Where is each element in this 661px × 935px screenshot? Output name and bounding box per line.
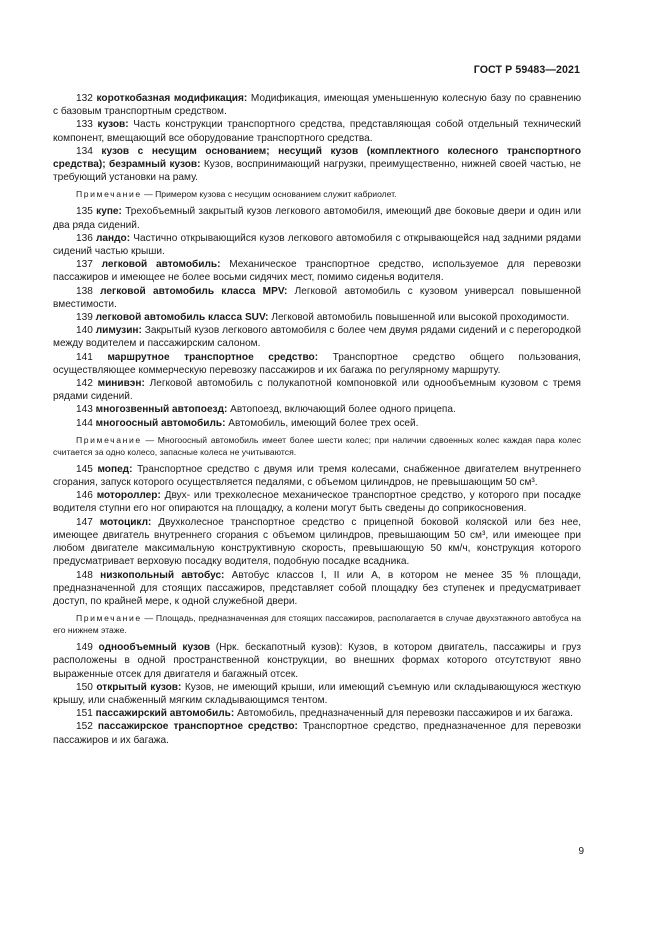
term-name: низкопольный автобус: (100, 569, 225, 581)
entry-number: 137 (76, 259, 93, 271)
entry-number: 151 (76, 708, 93, 720)
term-name: многозвенный автопоезд: (95, 404, 228, 416)
term-entry-135 (53, 205, 581, 231)
entry-number: 136 (76, 232, 93, 244)
entry-number: 145 (76, 463, 93, 475)
term-definition: Модификация, имеющая уменьшенную колесную базу по сравнению с базовым транспортным средством. (53, 93, 582, 118)
term-definition: Часть конструкции транспортного средства, представляющая собой отдельный технический компонент, вмещающий все оборудование транспортного средства. (53, 119, 581, 144)
note-label: Примечание (76, 613, 142, 624)
entry-number: 150 (76, 681, 93, 693)
term-entry-147 (53, 516, 581, 569)
term-definition: Автомобиль, предназначенный для перевозки пассажиров и их багажа. (234, 708, 573, 720)
entry-number: 139 (76, 312, 93, 324)
entry-number: 144 (76, 417, 93, 429)
term-name: кузов: (97, 119, 129, 131)
term-name: мопед: (97, 463, 133, 475)
term-name: купе: (96, 206, 122, 218)
term-entry-137 (53, 258, 581, 284)
term-entry-139 (53, 311, 581, 324)
terms-body (53, 92, 581, 747)
term-entry-140 (53, 324, 581, 350)
entry-number: 133 (76, 119, 93, 131)
note-label: Примечание (76, 189, 142, 200)
term-entry-142 (53, 377, 581, 403)
note-text: — Площадь, предназначенная для стоящих пассажиров, располагается в случае двухэтажного автобуса на его нижнем этаже. (53, 613, 581, 636)
term-name: легковой автомобиль: (101, 259, 221, 271)
term-name: однообъемный кузов (98, 642, 211, 654)
term-entry-143 (53, 403, 581, 416)
term-entry-149 (53, 641, 581, 681)
term-name: минивэн: (97, 378, 145, 390)
term-entry-152 (53, 720, 581, 746)
entry-number: 149 (76, 642, 93, 654)
entry-number: 138 (76, 285, 93, 297)
term-entry-144 (53, 417, 581, 430)
term-entry-141 (53, 351, 581, 377)
term-entry-146 (53, 489, 581, 515)
term-name: маршрутное транспортное средство: (107, 351, 319, 363)
term-entry-136 (53, 232, 581, 258)
note-144 (53, 434, 581, 458)
entry-number: 143 (76, 404, 93, 416)
entry-number: 132 (76, 93, 93, 104)
entry-number: 135 (76, 206, 93, 218)
term-definition: Транспортное средство общего пользования, осуществляющее коммерческую перевозку пассажиров и их багажа по регулярному маршруту. (53, 351, 581, 376)
term-name: кузов с несущим основанием; несущий кузов (комплектного колесного транспортного средства); безрамный кузов: (53, 145, 581, 171)
term-name: многоосный автомобиль: (95, 417, 226, 429)
term-definition: Транспортное средство с двумя или тремя колесами, снабженное двигателем внутреннего сгорания, запуск которого осуществляется педалями, с объемом цилиндров, не превышающим 50 см³. (53, 463, 582, 489)
term-entry-145 (53, 463, 581, 489)
page-number: 9 (578, 846, 584, 857)
term-definition: Кузов, воспринимающий нагрузки, преимущественно, нижней своей частью, не требующий установки на раму. (53, 159, 581, 184)
term-entry-151 (53, 707, 581, 720)
term-definition: Легковой автомобиль с полукапотной компоновкой или однообъемным кузовом с тремя рядами сидений. (53, 378, 581, 403)
term-name: короткобазная модификация: (96, 93, 248, 104)
term-name: ландо: (96, 232, 131, 244)
term-definition: Кузов, не имеющий крыши, или имеющий съемную или складывающуюся жесткую крышу, или снабженный мягким складывающимся тентом. (53, 681, 581, 706)
note-134 (53, 188, 581, 200)
term-definition: Двухколесное транспортное средство с прицепной боковой коляской или без нее, имеющее двигатель внутреннего сгорания с объемом цилиндров, превышающим 50 см³, или имеющее при любом двигателе максимальную конструктивную скорость, превышающую 50 км/ч, конструкция которого предусматривает верховую посадку водителя, подобную посадке всадника. (53, 516, 581, 568)
term-name: открытый кузов: (96, 681, 182, 693)
note-text: — Примером кузова с несущим основанием служит кабриолет. (141, 189, 397, 200)
term-definition: Механическое транспортное средство, используемое для перевозки пассажиров и имеющее не более восьми сидячих мест, помимо сиденья водителя. (53, 259, 581, 284)
term-name: легковой автомобиль класса SUV: (95, 312, 269, 324)
term-definition: Автомобиль, имеющий более трех осей. (225, 417, 419, 429)
term-name: пассажирское транспортное средство: (97, 721, 298, 733)
note-label: Примечание (76, 434, 142, 445)
term-definition: Трехобъемный закрытый кузов легкового автомобиля, имеющий две боковые двери и один или два ряда сидений. (53, 206, 581, 231)
term-definition: Легковой автомобиль с кузовом универсал повышенной вместимости. (53, 285, 581, 310)
term-entry-138 (53, 285, 581, 311)
term-name: мотороллер: (96, 490, 161, 502)
term-definition: Автопоезд, включающий более одного прицепа. (227, 404, 456, 416)
term-name: лимузин: (95, 325, 142, 337)
term-entry-148 (53, 569, 581, 609)
entry-number: 146 (76, 490, 93, 502)
term-entry-134 (53, 145, 581, 185)
term-name: пассажирский автомобиль: (95, 708, 235, 720)
note-148 (53, 612, 581, 636)
term-definition: Легковой автомобиль повышенной или высокой проходимости. (268, 312, 570, 324)
term-name: легковой автомобиль класса MPV: (100, 285, 288, 297)
entry-number: 147 (76, 516, 93, 528)
entry-number: 140 (76, 325, 93, 337)
term-definition: Автобус классов I, II или A, в котором не менее 35 % площади, предназначенной для стоящих пассажиров, представляет собой площадку без ступенек и предусматривает доступ, по крайней мере, к одной служебной двери. (53, 569, 582, 607)
entry-number: 152 (76, 721, 93, 733)
term-name: мотоцикл: (99, 516, 152, 528)
entry-number: 141 (76, 351, 93, 363)
term-definition: (Нрк. бескапотный кузов): Кузов, в котором двигатель, пассажиры и груз расположены в одной пространственной конструкции, во внешних формах которого отсутствуют явно выраженные отсек для двигателя и багажный отсек. (53, 642, 582, 680)
note-text: — Многоосный автомобиль имеет более шести колес; при наличии сдвоенных колес каждая пара колес считается за одно колесо, запасные колеса не учитываются. (53, 434, 581, 457)
term-entry-150 (53, 681, 581, 707)
term-definition: Транспортное средство, предназначенное для перевозки пассажиров и их багажа. (53, 721, 581, 746)
term-entry-132 (53, 92, 581, 118)
entry-number: 134 (76, 145, 93, 157)
term-definition: Закрытый кузов легкового автомобиля с более чем двумя рядами сидений и с перегородкой между водителем и пассажирским салоном. (53, 325, 581, 350)
entry-number: 142 (76, 378, 93, 390)
term-entry-133 (53, 118, 581, 144)
entry-number: 148 (76, 569, 93, 581)
standard-header: ГОСТ Р 59483—2021 (473, 64, 580, 76)
term-definition: Двух- или трехколесное механическое транспортное средство, у которого при посадке водителя ступни его ног опираются на площадку, а колени могут быть сведены до соприкосновения. (53, 490, 581, 515)
term-definition: Частично открывающийся кузов легкового автомобиля с открывающейся над задними рядами сидений частью крыши. (53, 232, 581, 258)
